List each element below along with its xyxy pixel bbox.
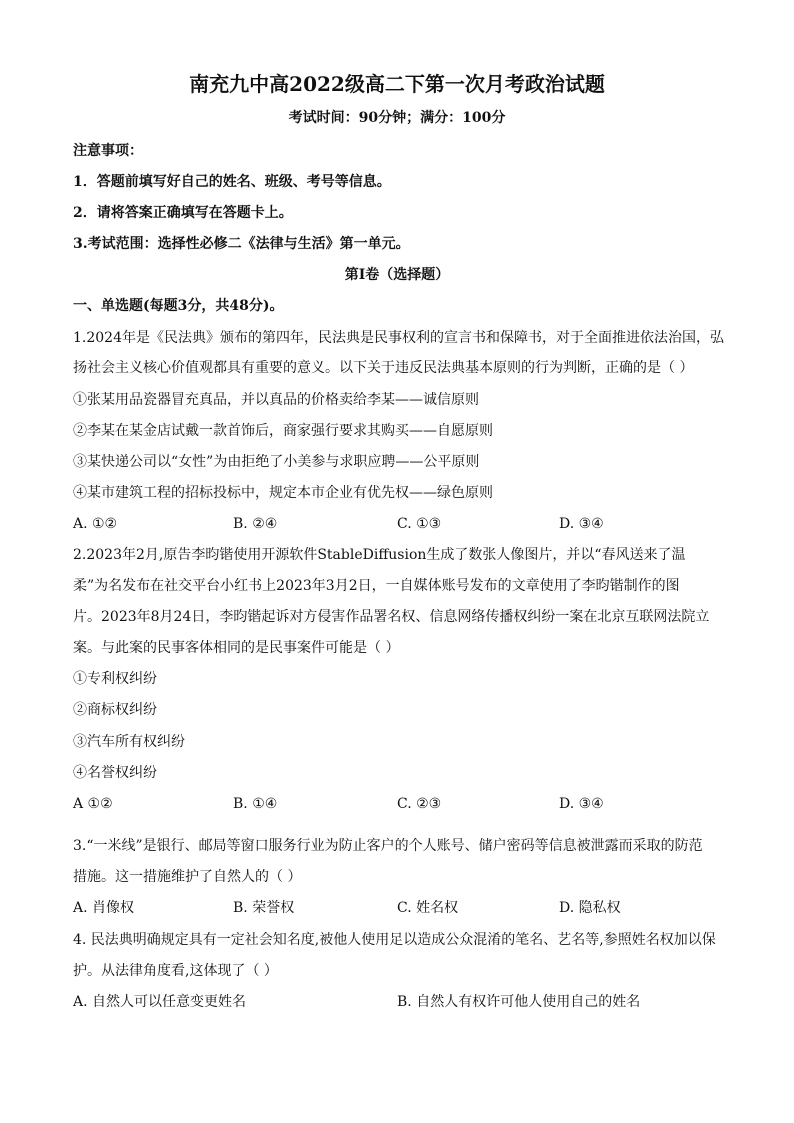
q2-option-a[interactable]: A ①② [73, 796, 113, 812]
exam-info: 考试时间：90分钟；满分：100分 [288, 110, 506, 126]
notice-item-3: 3.考试范围：选择性必修二《法律与生活》第一单元。 [73, 236, 410, 252]
q1-line-1: 1.2024年是《民法典》颁布的第四年，民法典是民事权利的宣言书和保障书，对于全面推进依法治国，弘 [73, 330, 724, 346]
q2-item-1: ①专利权纠纷 [73, 671, 157, 687]
q1-line-2: 扬社会主义核心价值观都具有重要的意义。以下关于违反民法典基本原则的行为判断，正确的是（ ） [73, 360, 694, 376]
volume-heading: 第I卷（选择题） [344, 267, 450, 283]
q1-option-d[interactable]: D. ③④ [559, 516, 604, 532]
q1-option-c[interactable]: C. ①③ [397, 516, 442, 532]
q4-option-b[interactable]: B. 自然人有权许可他人使用自己的姓名 [397, 994, 641, 1010]
q2-item-4: ④名誉权纠纷 [73, 765, 157, 781]
notice-heading: 注意事项： [73, 143, 143, 159]
q3-option-a[interactable]: A. 肖像权 [73, 900, 135, 916]
q3-line-1: 3.“一米线”是银行、邮局等窗口服务行业为防止客户的个人账号、储户密码等信息被泄露而采取的防范 [73, 838, 703, 854]
page-title: 南充九中高2022级高二下第一次月考政治试题 [189, 72, 605, 96]
q2-option-c[interactable]: C. ②③ [397, 796, 442, 812]
q1-option-a[interactable]: A. ①② [73, 516, 118, 532]
q1-item-4: ④某市建筑工程的招标投标中，规定本市企业有优先权——绿色原则 [73, 485, 493, 501]
q2-option-b[interactable]: B. ①④ [233, 796, 278, 812]
notice-item-2: 2．请将答案正确填写在答题卡上。 [73, 205, 293, 221]
q2-option-d[interactable]: D. ③④ [559, 796, 604, 812]
q1-item-1: ①张某用品瓷器冒充真品，并以真品的价格卖给李某——诚信原则 [73, 392, 479, 408]
q3-option-c[interactable]: C. 姓名权 [397, 900, 459, 916]
q2-item-3: ③汽车所有权纠纷 [73, 734, 185, 750]
q4-line-1: 4. 民法典明确规定具有一定社会知名度,被他人使用足以造成公众混淆的笔名、艺名等,参照姓名权加以保 [73, 932, 716, 948]
notice-item-1: 1．答题前填写好自己的姓名、班级、考号等信息。 [73, 174, 391, 190]
q2-line-4: 案。与此案的民事客体相同的是民事案件可能是（ ） [73, 640, 400, 656]
q3-option-b[interactable]: B. 荣誉权 [233, 900, 295, 916]
q3-line-2: 措施。这一措施维护了自然人的（ ） [73, 869, 302, 885]
q2-line-1: 2.2023年2月,原告李昀锴使用开源软件StableDiffusion生成了数张人像图片，并以“春风送来了温 [73, 547, 686, 563]
part-heading: 一、单选题(每题3分，共48分)。 [73, 298, 284, 314]
q2-item-2: ②商标权纠纷 [73, 702, 157, 718]
q4-option-a[interactable]: A. 自然人可以任意变更姓名 [73, 994, 247, 1010]
q2-line-3: 片。2023年8月24日，李昀锴起诉对方侵害作品署名权、信息网络传播权纠纷一案在北京互联网法院立 [73, 609, 710, 625]
q2-line-2: 柔”为名发布在社交平台小红书上2023年3月2日，一自媒体账号发布的文章使用了李昀锴制作的图 [73, 578, 680, 594]
q1-option-b[interactable]: B. ②④ [233, 516, 278, 532]
q1-item-2: ②李某在某金店试戴一款首饰后，商家强行要求其购买——自愿原则 [73, 423, 493, 439]
q1-item-3: ③某快递公司以“女性”为由拒绝了小美参与求职应聘——公平原则 [73, 454, 480, 470]
q4-line-2: 护。从法律角度看,这体现了（ ） [73, 963, 278, 979]
q3-option-d[interactable]: D. 隐私权 [559, 900, 621, 916]
